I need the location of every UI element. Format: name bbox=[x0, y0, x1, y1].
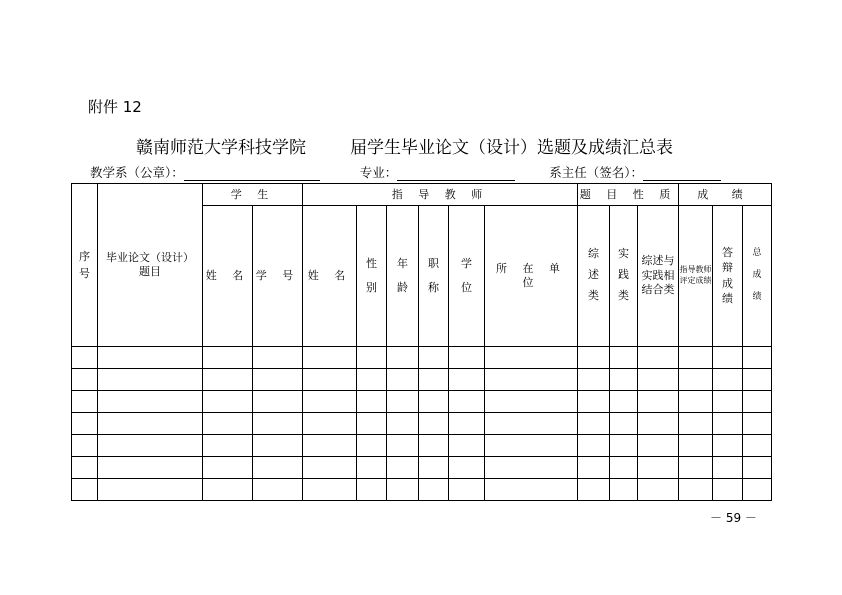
table-cell[interactable] bbox=[387, 478, 419, 500]
table-cell[interactable] bbox=[485, 346, 578, 368]
page-number: － 59 － bbox=[710, 511, 757, 525]
table-cell[interactable] bbox=[357, 412, 387, 434]
college-name: 赣南师范大学科技学院 bbox=[136, 138, 306, 158]
col-student-id-header: 学 号 bbox=[253, 206, 303, 346]
table-cell[interactable] bbox=[203, 412, 253, 434]
table-cell[interactable] bbox=[713, 412, 743, 434]
table-cell[interactable] bbox=[203, 478, 253, 500]
table-cell[interactable] bbox=[72, 412, 98, 434]
table-cell[interactable] bbox=[679, 478, 713, 500]
table-cell[interactable] bbox=[303, 478, 357, 500]
table-row bbox=[72, 346, 772, 368]
table-cell[interactable] bbox=[713, 390, 743, 412]
table-cell[interactable] bbox=[253, 478, 303, 500]
table-cell[interactable] bbox=[203, 434, 253, 456]
table-cell[interactable] bbox=[357, 456, 387, 478]
col-combined-header: 综述与实践相结合类 bbox=[638, 206, 679, 346]
table-cell[interactable] bbox=[610, 478, 638, 500]
table-cell[interactable] bbox=[303, 456, 357, 478]
table-cell[interactable] bbox=[679, 456, 713, 478]
table-cell[interactable] bbox=[387, 390, 419, 412]
table-cell[interactable] bbox=[638, 368, 679, 390]
table-cell[interactable] bbox=[303, 412, 357, 434]
col-review-header: 综述类 bbox=[578, 206, 610, 346]
table-cell[interactable] bbox=[485, 390, 578, 412]
table-cell[interactable] bbox=[485, 456, 578, 478]
table-cell[interactable] bbox=[419, 390, 449, 412]
table-cell[interactable] bbox=[203, 346, 253, 368]
table-cell[interactable] bbox=[253, 456, 303, 478]
table-cell[interactable] bbox=[387, 368, 419, 390]
table-cell[interactable] bbox=[98, 368, 203, 390]
col-index-header: 序号 bbox=[72, 184, 98, 347]
table-cell[interactable] bbox=[449, 368, 485, 390]
head-label: 系主任（签名）： bbox=[549, 165, 644, 180]
table-cell[interactable] bbox=[638, 478, 679, 500]
col-student-name-header: 姓 名 bbox=[203, 206, 253, 346]
table-cell[interactable] bbox=[72, 368, 98, 390]
table-row bbox=[72, 412, 772, 434]
table-cell[interactable] bbox=[610, 346, 638, 368]
table-cell[interactable] bbox=[679, 434, 713, 456]
table-cell[interactable] bbox=[679, 412, 713, 434]
table-cell[interactable] bbox=[743, 412, 772, 434]
table-cell[interactable] bbox=[98, 346, 203, 368]
table-cell[interactable] bbox=[303, 346, 357, 368]
col-practice-header: 实践类 bbox=[610, 206, 638, 346]
major-blank[interactable] bbox=[397, 166, 515, 181]
table-cell[interactable] bbox=[72, 390, 98, 412]
table-cell[interactable] bbox=[713, 478, 743, 500]
table-cell[interactable] bbox=[578, 368, 610, 390]
table-cell[interactable] bbox=[419, 456, 449, 478]
form-name: 届学生毕业论文（设计）选题及成绩汇总表 bbox=[350, 138, 673, 158]
table-cell[interactable] bbox=[72, 346, 98, 368]
table-cell[interactable] bbox=[357, 390, 387, 412]
department-blank[interactable] bbox=[184, 166, 320, 181]
table-cell[interactable] bbox=[98, 390, 203, 412]
table-cell[interactable] bbox=[713, 368, 743, 390]
table-row bbox=[72, 434, 772, 456]
table-cell[interactable] bbox=[449, 478, 485, 500]
table-cell[interactable] bbox=[303, 368, 357, 390]
table-cell[interactable] bbox=[72, 456, 98, 478]
group-topic-nature-header: 题 目 性 质 bbox=[578, 184, 679, 206]
table-cell[interactable] bbox=[449, 456, 485, 478]
table-cell[interactable] bbox=[203, 390, 253, 412]
table-cell[interactable] bbox=[610, 390, 638, 412]
table-cell[interactable] bbox=[387, 412, 419, 434]
table-cell[interactable] bbox=[485, 478, 578, 500]
table-row bbox=[72, 478, 772, 500]
table-cell[interactable] bbox=[485, 412, 578, 434]
col-age-header: 年龄 bbox=[387, 206, 419, 346]
table-cell[interactable] bbox=[357, 346, 387, 368]
group-advisor-header: 指 导 教 师 bbox=[303, 184, 578, 206]
table-cell[interactable] bbox=[72, 434, 98, 456]
table-cell[interactable] bbox=[743, 390, 772, 412]
table-cell[interactable] bbox=[743, 478, 772, 500]
table-cell[interactable] bbox=[387, 456, 419, 478]
table-cell[interactable] bbox=[578, 412, 610, 434]
col-thesis-title-header: 毕业论文（设计）题目 bbox=[98, 184, 203, 347]
table-cell[interactable] bbox=[98, 478, 203, 500]
table-cell[interactable] bbox=[303, 390, 357, 412]
table-cell[interactable] bbox=[357, 434, 387, 456]
table-cell[interactable] bbox=[743, 368, 772, 390]
table-cell[interactable] bbox=[419, 434, 449, 456]
table-cell[interactable] bbox=[713, 434, 743, 456]
table-row bbox=[72, 390, 772, 412]
table-cell[interactable] bbox=[638, 434, 679, 456]
table-cell[interactable] bbox=[72, 478, 98, 500]
col-title-header: 职称 bbox=[419, 206, 449, 346]
major-label: 专业： bbox=[359, 165, 398, 180]
col-unit-header: 所 在 单 位 bbox=[485, 206, 578, 346]
form-info-line bbox=[90, 163, 721, 181]
table-cell[interactable] bbox=[98, 434, 203, 456]
table-cell[interactable] bbox=[578, 390, 610, 412]
signature-blank[interactable] bbox=[643, 166, 721, 181]
table-cell[interactable] bbox=[387, 346, 419, 368]
table-cell[interactable] bbox=[610, 456, 638, 478]
table-cell[interactable] bbox=[253, 368, 303, 390]
table-cell[interactable] bbox=[713, 346, 743, 368]
table-cell[interactable] bbox=[610, 434, 638, 456]
summary-table bbox=[71, 183, 772, 501]
table-cell[interactable] bbox=[449, 412, 485, 434]
col-total-score-header: 总成绩 bbox=[743, 206, 772, 346]
page-title bbox=[136, 133, 673, 158]
table-cell[interactable] bbox=[357, 368, 387, 390]
table-cell[interactable] bbox=[253, 346, 303, 368]
table-cell[interactable] bbox=[253, 390, 303, 412]
table-cell[interactable] bbox=[98, 412, 203, 434]
table-cell[interactable] bbox=[638, 390, 679, 412]
table-cell[interactable] bbox=[638, 412, 679, 434]
table-cell[interactable] bbox=[578, 456, 610, 478]
table-cell[interactable] bbox=[253, 412, 303, 434]
table-cell[interactable] bbox=[610, 412, 638, 434]
col-advisor-name-header: 姓 名 bbox=[303, 206, 357, 346]
table-cell[interactable] bbox=[203, 368, 253, 390]
table-cell[interactable] bbox=[419, 478, 449, 500]
table-cell[interactable] bbox=[449, 434, 485, 456]
table-cell[interactable] bbox=[578, 346, 610, 368]
table-row bbox=[72, 456, 772, 478]
table-row bbox=[72, 368, 772, 390]
table-cell[interactable] bbox=[743, 434, 772, 456]
col-advisor-score-header: 指导教师评定成绩 bbox=[679, 206, 713, 346]
table-cell[interactable] bbox=[419, 368, 449, 390]
group-grades-header: 成 绩 bbox=[679, 184, 772, 206]
department-label: 教学系（公章）： bbox=[90, 165, 184, 180]
table-cell[interactable] bbox=[357, 478, 387, 500]
table-cell[interactable] bbox=[713, 456, 743, 478]
table-cell[interactable] bbox=[203, 456, 253, 478]
table-cell[interactable] bbox=[578, 434, 610, 456]
col-defense-score-header: 答辩成绩 bbox=[713, 206, 743, 346]
table-cell[interactable] bbox=[303, 434, 357, 456]
table-cell[interactable] bbox=[610, 368, 638, 390]
table-cell[interactable] bbox=[419, 346, 449, 368]
col-gender-header: 性别 bbox=[357, 206, 387, 346]
table-cell[interactable] bbox=[638, 346, 679, 368]
group-student-header: 学 生 bbox=[203, 184, 303, 206]
table-cell[interactable] bbox=[449, 346, 485, 368]
col-degree-header: 学位 bbox=[449, 206, 485, 346]
table-cell[interactable] bbox=[679, 346, 713, 368]
table-cell[interactable] bbox=[419, 412, 449, 434]
table-cell[interactable] bbox=[679, 390, 713, 412]
table-cell[interactable] bbox=[743, 346, 772, 368]
table-cell[interactable] bbox=[638, 456, 679, 478]
table-cell[interactable] bbox=[253, 434, 303, 456]
table-cell[interactable] bbox=[679, 368, 713, 390]
table-cell[interactable] bbox=[485, 368, 578, 390]
table-cell[interactable] bbox=[387, 434, 419, 456]
table-cell[interactable] bbox=[578, 478, 610, 500]
table-cell[interactable] bbox=[98, 456, 203, 478]
table-cell[interactable] bbox=[485, 434, 578, 456]
table-cell[interactable] bbox=[449, 390, 485, 412]
attachment-label: 附件 12 bbox=[88, 98, 142, 116]
table-cell[interactable] bbox=[743, 456, 772, 478]
